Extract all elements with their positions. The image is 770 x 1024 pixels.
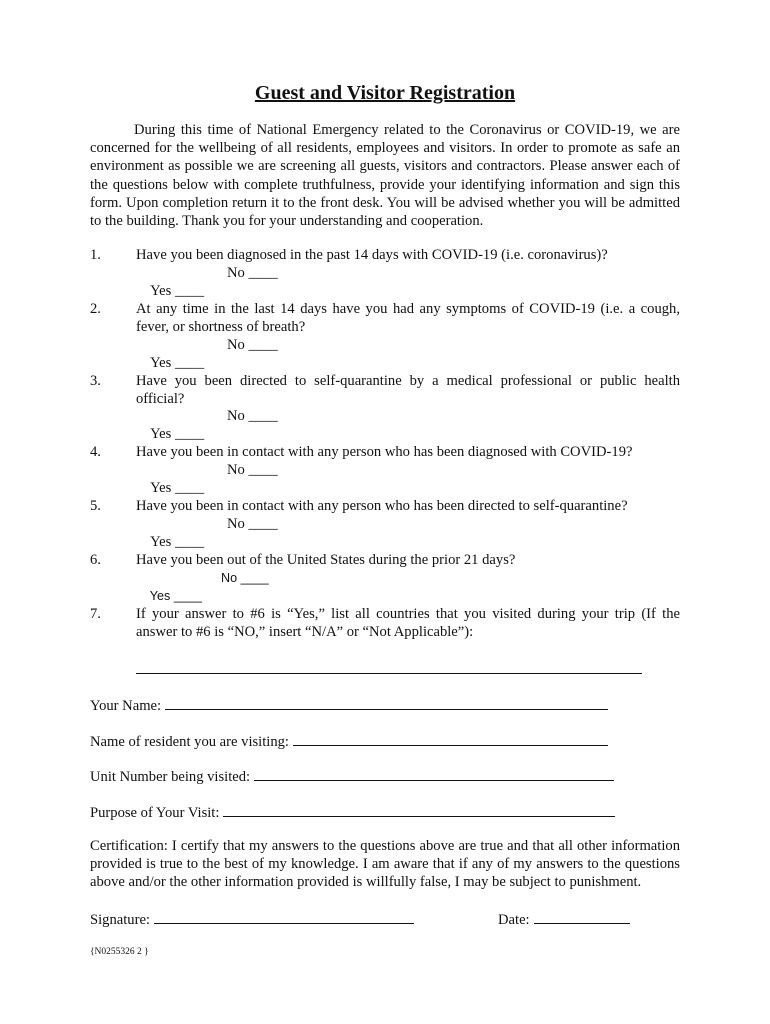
question-3-number: 3. [90,373,101,389]
unit-number-field [90,765,614,786]
visit-purpose-label: Purpose of Your Visit: [90,805,220,821]
resident-name-line[interactable] [293,730,608,746]
question-2-text: At any time in the last 14 days have you had any symptoms of COVID-19 (i.e. a cough, fever, or shortness of breath? [136,301,680,335]
question-2-number: 2. [90,301,101,317]
question-5-yes[interactable]: Yes ____ [150,534,205,550]
question-4-no[interactable]: No ____ [227,462,278,478]
certification-paragraph: Certification: I certify that my answers to the questions above are true and that all other information provided is true to the best of my knowledge. I am aware that if any of my answers to the questions above and/or the other information provided is willfully false, I may be subject to punishment. [90,838,680,891]
question-5-text: Have you been in contact with any person who has been directed to self-quarantine? [136,498,628,514]
resident-name-field [90,730,608,751]
question-1-no[interactable]: No ____ [227,265,278,281]
visit-purpose-field [90,801,615,822]
countries-visited-line[interactable] [136,673,642,674]
question-4-number: 4. [90,444,101,460]
question-4-yes[interactable]: Yes ____ [150,480,205,496]
signature-label: Signature: [90,912,150,928]
question-1-number: 1. [90,247,101,263]
question-2-yes[interactable]: Yes ____ [150,355,205,371]
question-6-no[interactable]: No ____ [221,571,269,585]
date-line[interactable] [534,908,630,924]
unit-number-line[interactable] [254,765,614,781]
question-3-text: Have you been directed to self-quarantine by a medical professional or public health official? [136,373,680,407]
question-1-text: Have you been diagnosed in the past 14 days with COVID-19 (i.e. coronavirus)? [136,247,608,263]
intro-paragraph: During this time of National Emergency related to the Coronavirus or COVID-19, we are concerned for the wellbeing of all residents, employees and visitors. In order to promote as safe an environment as possible we are screening all guests, visitors and contractors. Please answer each of the questions below with complete truthfulness, provide your identifying information and sign this form. Upon completion return it to the front desk. You will be advised whether you will be admitted to the building. Thank you for your understanding and cooperation. [90,122,680,230]
question-4-text: Have you been in contact with any person who has been diagnosed with COVID-19? [136,444,633,460]
form-title: Guest and Visitor Registration [254,82,516,104]
your-name-label: Your Name: [90,698,162,714]
unit-number-label: Unit Number being visited: [90,769,251,785]
question-2-no[interactable]: No ____ [227,337,278,353]
question-6-number: 6. [90,552,101,568]
question-5-no[interactable]: No ____ [227,516,278,532]
resident-name-label: Name of resident you are visiting: [90,734,289,750]
date-field [498,908,630,929]
question-6-text: Have you been out of the United States during the prior 21 days? [136,552,516,568]
signature-line[interactable] [154,908,414,924]
visit-purpose-line[interactable] [223,801,615,817]
question-6-yes[interactable]: Yes ____ [149,589,202,603]
document-id: {N0255326 2 } [90,947,149,957]
question-7-text: If your answer to #6 is “Yes,” list all countries that you visited during your trip (If the answer to #6 is “NO,” insert “N/A” or “Not Applicable”): [136,606,680,640]
signature-field [90,908,414,929]
question-7-number: 7. [90,606,101,622]
question-3-no[interactable]: No ____ [227,408,278,424]
date-label: Date: [498,912,530,928]
question-3-yes[interactable]: Yes ____ [150,426,205,442]
question-1-yes[interactable]: Yes ____ [150,283,205,299]
your-name-field [90,694,608,715]
your-name-line[interactable] [165,694,608,710]
question-5-number: 5. [90,498,101,514]
